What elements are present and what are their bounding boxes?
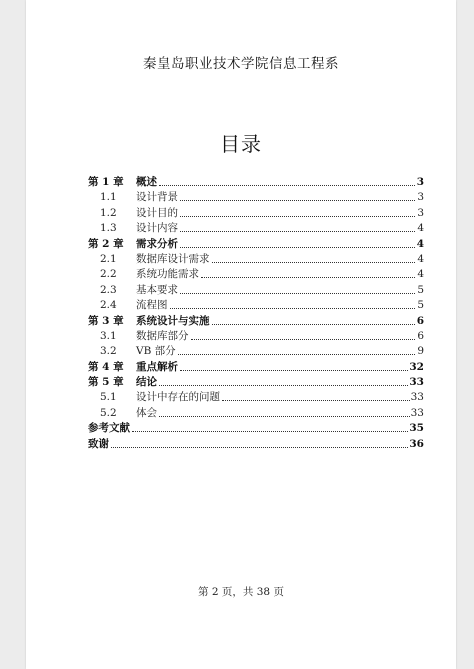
toc-entry-page: 36 (409, 437, 424, 450)
toc-entry-label: 设计内容 (136, 222, 178, 235)
toc-entry[interactable] (88, 438, 424, 451)
toc-entry-label: 设计中存在的问题 (136, 391, 220, 404)
toc-entry-label: 结论 (136, 376, 157, 389)
toc-entry[interactable] (88, 391, 424, 404)
toc-entry[interactable] (88, 176, 424, 189)
toc-entry[interactable] (88, 238, 424, 251)
toc-entry[interactable] (88, 422, 424, 435)
toc-entry-page: 33 (410, 406, 424, 419)
toc-entry-number: 1.2 (100, 206, 117, 219)
toc-entry-number: 1.3 (100, 222, 117, 235)
page-footer: 第 2 页，共 38 页 (198, 586, 284, 598)
toc-entry-label: 数据库设计需求 (136, 252, 210, 265)
document-page (26, 0, 456, 669)
toc-leader-dots (180, 370, 408, 371)
toc-entry-number: 2.1 (100, 252, 117, 265)
toc-entry-page: 33 (409, 376, 424, 389)
toc-entry-page: 35 (409, 422, 424, 435)
toc-entry[interactable] (88, 207, 424, 220)
toc-leader-dots (132, 431, 408, 432)
toc-entry-number: 2.3 (100, 283, 117, 296)
toc-entry-page: 4 (417, 222, 424, 235)
toc-leader-dots (111, 447, 408, 448)
toc-entry-page: 9 (417, 345, 424, 358)
toc-entry-page: 3 (417, 206, 424, 219)
toc-entry-label: 设计背景 (136, 191, 178, 204)
toc-entry[interactable] (88, 345, 424, 358)
toc-entry-page: 5 (417, 283, 424, 296)
toc-entry-number: 3.1 (100, 329, 117, 342)
toc-entry-label: 系统设计与实施 (136, 314, 210, 327)
toc-entry-number: 2.4 (100, 299, 117, 312)
toc-leader-dots (180, 293, 415, 294)
toc-entry-label: 重点解析 (136, 360, 178, 373)
toc-entry-number: 第 1 章 (88, 176, 124, 188)
toc-entry[interactable] (88, 284, 424, 297)
toc-entry[interactable] (88, 330, 424, 343)
toc-entry-number: 2.2 (100, 268, 117, 281)
toc-entry-number: 1.1 (100, 191, 117, 204)
toc-entry-number: 5.2 (100, 406, 117, 419)
toc-leader-dots (180, 231, 415, 232)
toc-entry-label: 参考文献 (88, 422, 130, 435)
toc-entry[interactable] (88, 299, 424, 312)
toc-entry-label: 流程图 (136, 299, 168, 312)
toc-entry-label: 需求分析 (136, 237, 178, 250)
toc-entry[interactable] (88, 407, 424, 420)
toc-leader-dots (191, 339, 416, 340)
toc-entry-number: 第 3 章 (88, 314, 124, 327)
toc-entry-page: 4 (417, 268, 424, 281)
toc-entry-page: 4 (417, 252, 424, 265)
toc-leader-dots (180, 216, 415, 217)
toc-leader-dots (222, 400, 410, 401)
toc-entry[interactable] (88, 376, 424, 389)
toc-entry-page: 5 (417, 299, 424, 312)
toc-leader-dots (180, 247, 415, 248)
toc-entry-label: 系统功能需求 (136, 268, 199, 281)
toc-entry-label: 概述 (136, 176, 157, 188)
toc-entry[interactable] (88, 191, 424, 204)
toc-leader-dots (178, 354, 415, 355)
toc-entry-label: 设计目的 (136, 206, 178, 219)
toc-entry-number: 第 4 章 (88, 360, 124, 373)
toc-entry-label: 数据库部分 (136, 329, 189, 342)
toc-entry-page: 32 (409, 360, 424, 373)
toc-leader-dots (170, 308, 416, 309)
toc-leader-dots (159, 185, 415, 186)
toc-entry-page: 33 (410, 391, 424, 404)
toc-entry-number: 3.2 (100, 345, 117, 358)
toc-entry[interactable] (88, 222, 424, 235)
toc-entry-number: 第 5 章 (88, 376, 124, 389)
toc-leader-dots (159, 416, 410, 417)
toc-leader-dots (212, 262, 416, 263)
toc-entry-label: 体会 (136, 406, 157, 419)
toc-leader-dots (201, 277, 415, 278)
toc-entry-page: 6 (416, 314, 424, 327)
toc-title: 目录 (220, 132, 262, 156)
toc-entry-label: 致谢 (88, 437, 109, 450)
toc-entry-page: 6 (417, 329, 424, 342)
toc-entry-label: VB 部分 (136, 345, 176, 358)
toc-leader-dots (212, 324, 416, 325)
toc-entry[interactable] (88, 253, 424, 266)
toc-entry[interactable] (88, 268, 424, 281)
toc-entry-page: 3 (417, 191, 424, 204)
toc-entry-page: 3 (416, 176, 424, 188)
toc-entry-number: 5.1 (100, 391, 117, 404)
toc-entry-label: 基本要求 (136, 283, 178, 296)
toc-leader-dots (180, 200, 415, 201)
toc-entry-number: 第 2 章 (88, 237, 124, 250)
toc-entry[interactable] (88, 315, 424, 328)
toc-leader-dots (159, 385, 408, 386)
table-of-contents (88, 176, 424, 453)
toc-entry[interactable] (88, 361, 424, 374)
toc-entry-page: 4 (416, 237, 424, 250)
page-header: 秦皇岛职业技术学院信息工程系 (143, 56, 339, 72)
